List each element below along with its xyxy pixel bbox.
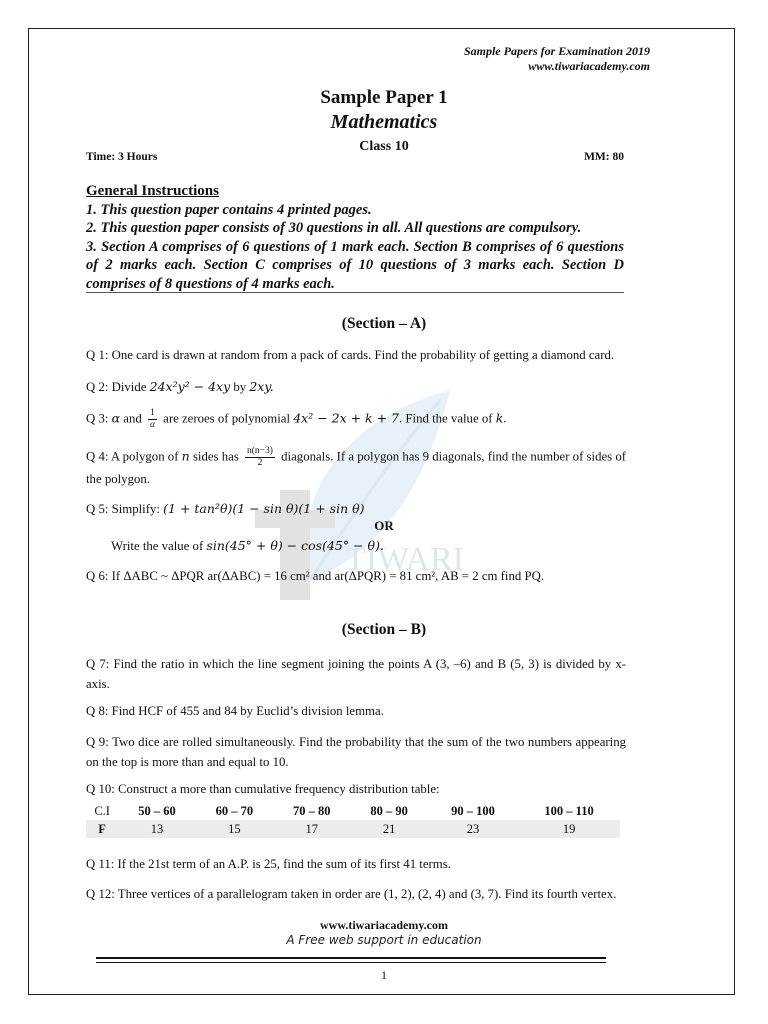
question-6: Q 6: If ΔABC ~ ΔPQR ar(ΔABC) = 16 cm² and ar(ΔPQR) = 81 cm², AB = 2 cm find PQ. (86, 569, 545, 583)
instructions-title: General Instructions (86, 183, 219, 199)
question-12: Q 12: Three vertices of a parallelogram taken in order are (1, 2), (2, 4) and (3, 7). Find its fourth vertex. (86, 887, 617, 901)
meta-row (86, 151, 624, 163)
class-title: Class 10 (359, 139, 409, 154)
q3-mid: are zeroes of polynomial (159, 411, 294, 426)
subject-title: Mathematics (330, 111, 438, 133)
q4-n: n (181, 448, 190, 464)
q4-fraction (245, 446, 275, 469)
table-cell: 70 – 80 (293, 803, 331, 818)
table-cell: C.I (94, 803, 110, 818)
marks-label: MM: 80 (584, 151, 624, 163)
table-cell: F (86, 820, 118, 838)
q3-frac-den: α (149, 420, 155, 430)
instruction-item: 3. Section A comprises of 6 questions of 1 mark each. Section B comprises of 6 questions of 2 marks each. Section C comprises of 10 questions of 3 marks each. Section D comprises of 8 questions of 4 marks each. (86, 238, 624, 292)
q3-alpha: α (111, 410, 121, 426)
q2-prefix: Q 2: Divide (86, 380, 150, 394)
question-5 (86, 499, 626, 519)
table-cell: 17 (273, 820, 350, 838)
table-cell: 23 (428, 820, 518, 838)
question-8: Q 8: Find HCF of 455 and 84 by Euclid’s division lemma. (86, 704, 384, 718)
question-7: Q 7: Find the ratio in which the line segment joining the points A (3, –6) and B (5, 3) is divided by x-axis. (86, 657, 626, 691)
q5b-expression: sin(45° + θ) − cos(45° − θ). (206, 538, 384, 553)
table-cell: 90 – 100 (451, 803, 495, 818)
footer-website: www.tiwariacademy.com (320, 918, 448, 932)
table-cell: 100 – 110 (544, 803, 594, 818)
time-label: Time: 3 Hours (86, 151, 158, 163)
table-cell: 13 (118, 820, 195, 838)
q3-fraction (148, 408, 157, 431)
q3-k: k (495, 410, 504, 426)
q3-polynomial: 4x² − 2x + k + 7 (293, 410, 400, 426)
table-row (86, 802, 620, 820)
question-11: Q 11: If the 21st term of an A.P. is 25, find the sum of its first 41 terms. (86, 857, 451, 871)
q3-and: and (120, 411, 145, 426)
title-block (0, 86, 768, 158)
table-cell: 50 – 60 (138, 803, 176, 818)
q3-end: . Find the value of (399, 411, 496, 426)
footer-tagline: A Free web support in education (286, 933, 482, 947)
header-website: www.tiwariacademy.com (528, 59, 650, 73)
q4-frac-den: 2 (257, 458, 263, 468)
section-b-title: (Section – B) (341, 621, 427, 638)
table-row (86, 820, 620, 838)
q5b-prefix: Write the value of (111, 539, 207, 553)
frequency-table (86, 802, 620, 838)
q5-expression: (1 + tan²θ)(1 − sin θ)(1 + sin θ) (163, 501, 365, 516)
page-number: 1 (381, 968, 387, 982)
watermark-text: TIWARI (345, 541, 464, 578)
question-5-alt (111, 536, 631, 556)
footer-divider (96, 957, 606, 959)
instruction-item: 2. This question paper consists of 30 questions in all. All questions are compulsory. (86, 220, 582, 236)
question-10: Q 10: Construct a more than cumulative frequency distribution table: (86, 782, 440, 796)
general-instructions (86, 182, 624, 293)
table-cell: 15 (196, 820, 273, 838)
paper-title: Sample Paper 1 (320, 87, 448, 108)
q4-prefix: Q 4: A polygon of (86, 449, 182, 464)
or-divider: OR (374, 518, 394, 533)
question-1: Q 1: One card is drawn at random from a pack of cards. Find the probability of getting a diamond card. (86, 348, 615, 362)
q3-frac-num: 1 (148, 408, 157, 420)
table-cell: 60 – 70 (215, 803, 254, 818)
instruction-item: 1. This question paper contains 4 printed pages. (86, 201, 372, 218)
table-cell: 80 – 90 (370, 803, 408, 818)
question-9: Q 9: Two dice are rolled simultaneously. Find the probability that the sum of the two numbers appearing on the top is more than and equal to 10. (86, 735, 626, 769)
table-cell: 21 (350, 820, 427, 838)
q2-expression: 24x²y² − 4xy (149, 379, 231, 394)
page-header (464, 44, 650, 74)
q5-prefix: Q 5: Simplify: (86, 502, 164, 516)
question-2 (86, 377, 626, 397)
q3-prefix: Q 3: (86, 411, 112, 426)
q2-by: by (230, 380, 250, 394)
q4-rest: diagonals. If a polygon has 9 diagonals, find the number of sides of the polygon. (86, 449, 626, 486)
header-exam-title: Sample Papers for Examination 2019 (463, 44, 650, 58)
question-3 (86, 408, 626, 431)
q3-dot: . (503, 411, 507, 426)
instructions-divider (86, 292, 624, 293)
q2-divisor: 2xy. (249, 379, 274, 394)
section-a-title: (Section – A) (341, 315, 427, 332)
question-4 (86, 446, 626, 489)
table-cell: 19 (518, 820, 620, 838)
footer-divider-thin (96, 962, 606, 963)
q4-has: sides has (189, 449, 243, 464)
q4-frac-num: n(n−3) (247, 446, 273, 456)
